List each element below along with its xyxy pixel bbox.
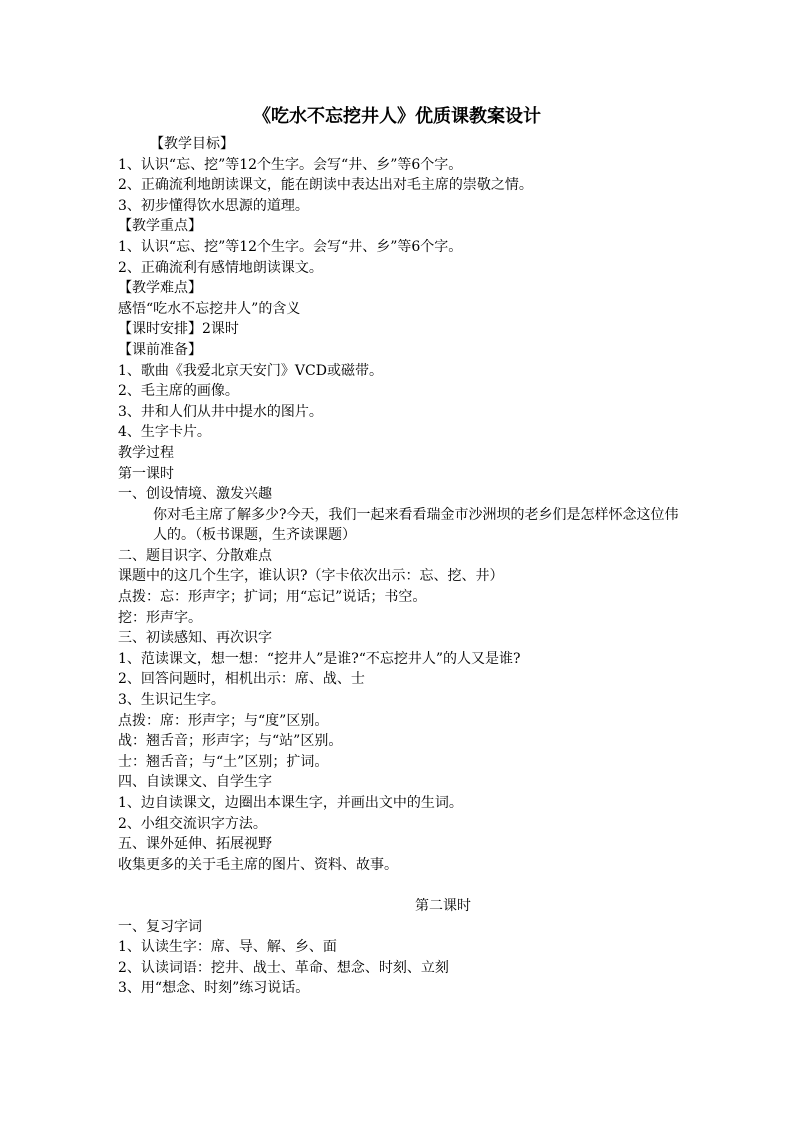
paragraph-line: 士：翘舌音；与“土”区别；扩词。 bbox=[118, 753, 329, 770]
paragraph-line: 2、小组交流识字方法。 bbox=[118, 815, 267, 832]
blank-line bbox=[118, 875, 688, 896]
section-heading-objectives: 【教学目标】 bbox=[150, 136, 234, 152]
section-heading-preparation: 【课前准备】 bbox=[118, 341, 202, 358]
paragraph-line: 战：翘舌音；形声字；与“站”区别。 bbox=[118, 733, 343, 750]
section-heading-key-points: 【教学重点】 bbox=[118, 218, 202, 235]
lesson-heading-first: 第一课时 bbox=[118, 465, 174, 482]
step-heading: 三、初读感知、再次识字 bbox=[118, 630, 272, 647]
step-heading: 四、自读课文、自学生字 bbox=[118, 774, 272, 791]
paragraph-line: 课题中的这几个生字，谁认识?（字卡依次出示：忘、挖、井） bbox=[118, 568, 504, 585]
step-heading: 五、课外延伸、拓展视野 bbox=[118, 836, 272, 853]
paragraph-line: 1、认识“忘、挖”等12个生字。会写“井、乡”等6个字。 bbox=[118, 156, 463, 173]
paragraph-line: 1、歌曲《我爱北京天安门》VCD或磁带。 bbox=[118, 362, 383, 379]
step-heading: 二、题目识字、分散难点 bbox=[118, 547, 272, 564]
paragraph-line: 2、认读词语：挖井、战士、革命、想念、时刻、立刻 bbox=[118, 959, 449, 976]
paragraph-line: 4、生字卡片。 bbox=[118, 424, 211, 441]
paragraph-line: 3、初步懂得饮水思源的道理。 bbox=[118, 197, 309, 214]
paragraph-line: 2、毛主席的画像。 bbox=[118, 383, 239, 400]
document-title: 《吃水不忘挖井人》优质课教案设计 bbox=[253, 106, 541, 127]
lesson-heading-second: 第二课时 bbox=[415, 897, 471, 914]
paragraph-line: 感悟“吃水不忘挖井人”的含义 bbox=[118, 300, 301, 317]
section-heading-schedule: 【课时安排】2课时 bbox=[118, 321, 239, 338]
paragraph-wrapped: 你对毛主席了解多少?今天，我们一起来看看瑞金市沙洲坝的老乡们是怎样怀念这位伟人的。（板书课题，生齐读课题） bbox=[153, 506, 679, 544]
paragraph-line: 点拨：席：形声字；与“度”区别。 bbox=[118, 712, 329, 729]
step-heading: 一、创设情境、激发兴趣 bbox=[118, 486, 272, 503]
paragraph-line: 1、认识“忘、挖”等12个生字。会写“井、乡”等6个字。 bbox=[118, 238, 463, 255]
paragraph-line: 2、正确流利地朗读课文，能在朗读中表达出对毛主席的崇敬之情。 bbox=[118, 177, 533, 194]
paragraph-line: 1、边自读课文，边圈出本课生字，并画出文中的生词。 bbox=[118, 795, 463, 811]
paragraph-line: 点拨：忘：形声字；扩词；用“忘记”说话；书空。 bbox=[118, 589, 427, 606]
paragraph-line: 3、井和人们从井中提水的图片。 bbox=[118, 403, 323, 420]
paragraph-line: 挖：形声字。 bbox=[118, 609, 202, 626]
paragraph-line: 1、范读课文，想一想：“挖井人”是谁?“不忘挖井人”的人又是谁? bbox=[118, 650, 521, 667]
paragraph-line: 收集更多的关于毛主席的图片、资料、故事。 bbox=[118, 856, 398, 873]
paragraph-line: 1、认读生字：席、导、解、乡、面 bbox=[118, 939, 337, 956]
paragraph-line: 3、用“想念、时刻”练习说话。 bbox=[118, 980, 310, 997]
section-heading-process: 教学过程 bbox=[118, 444, 174, 461]
step-heading: 一、复习字词 bbox=[118, 918, 202, 935]
document-body bbox=[118, 134, 688, 999]
paragraph-line: 2、回答问题时，相机出示：席、战、士 bbox=[118, 671, 365, 688]
section-heading-difficulties: 【教学难点】 bbox=[118, 280, 202, 297]
paragraph-line: 2、正确流利有感情地朗读课文。 bbox=[118, 259, 323, 276]
paragraph-line: 3、生识记生字。 bbox=[118, 692, 225, 709]
